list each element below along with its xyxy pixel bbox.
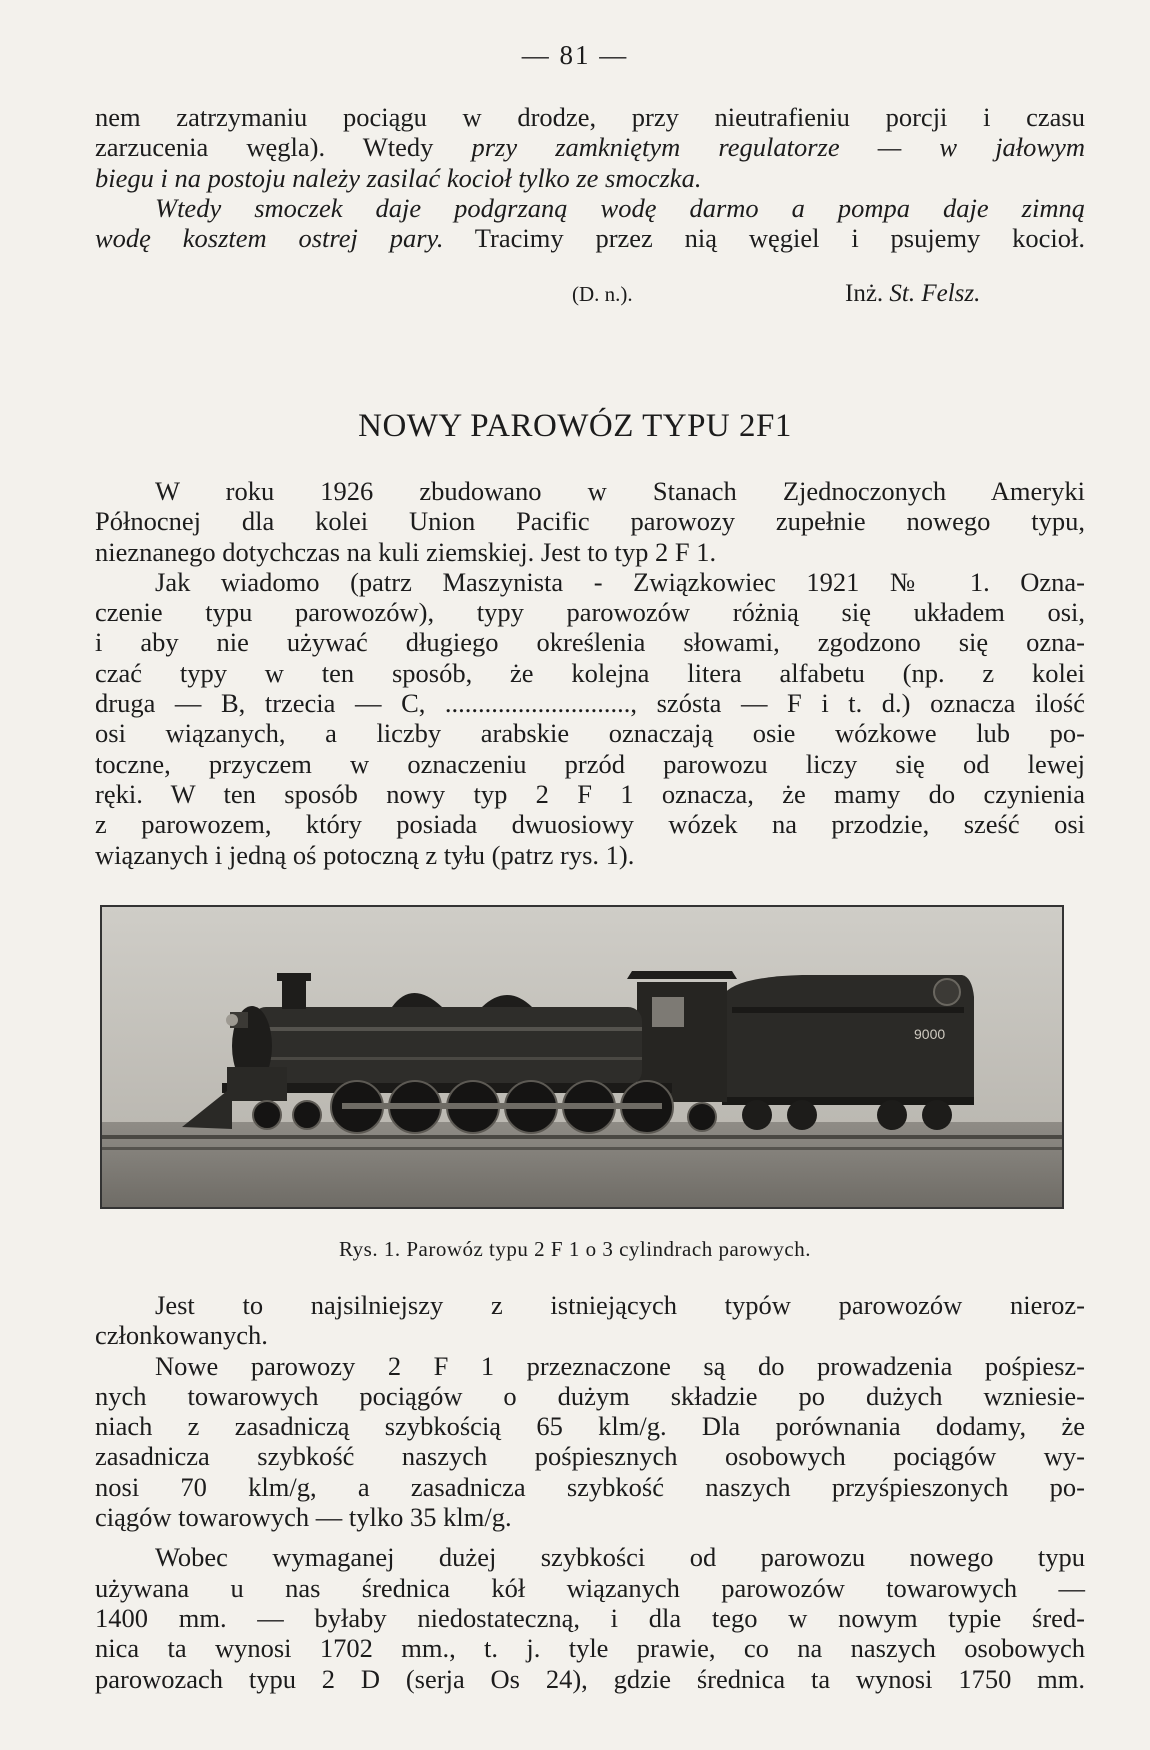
text-segment: biegu i na postoju należy zasilać kocioł tylko ze smoczka.	[95, 162, 702, 193]
text-line: ręki. W ten sposób nowy typ 2 F 1 oznacza, że mamy do czynienia	[95, 778, 1085, 809]
text-line: wiązanych i jedną oś potoczną z tyłu (patrz rys. 1).	[95, 839, 635, 870]
text-line: parowozach typu 2 D (serja Os 24), gdzie średnica ta wynosi 1750 mm.	[95, 1663, 1085, 1694]
text-line: z parowozem, który posiada dwuosiowy wózek na przodzie, sześć osi	[95, 809, 1085, 840]
text-line: toczne, przyczem w oznaczeniu przód parowozu liczy się od lewej	[95, 748, 1085, 779]
text-line: W roku 1926 zbudowano w Stanach Zjednoczonych Ameryki	[155, 476, 1085, 506]
text-line: czać typy w ten sposób, że kolejna litera alfabetu (np. z kolei	[95, 657, 1085, 688]
text-line: Wobec wymaganej dużej szybkości od parowozu nowego typu	[155, 1542, 1085, 1573]
text-line: Nowe parowozy 2 F 1 przeznaczone są do prowadzenia pośpiesz-	[155, 1350, 1085, 1381]
text-segment: wodę kosztem ostrej pary.	[95, 223, 444, 254]
author-prefix: Inż.	[845, 280, 890, 307]
article-body-bottom	[95, 1290, 1085, 1694]
text-segment: Tracimy przez nią węgiel i psujemy kocioł.	[443, 223, 1085, 254]
locomotive-photo	[100, 905, 1064, 1209]
continuation-text	[95, 102, 1085, 253]
text-line: używana u nas średnica kół wiązanych parowozów towarowych —	[95, 1572, 1085, 1603]
text-line: członkowanych.	[95, 1320, 268, 1351]
text-line: niach z zasadniczą szybkością 65 klm/g. Dla porównania dodamy, że	[95, 1411, 1085, 1442]
text-segment: zarzucenia węgla). Wtedy	[95, 132, 472, 163]
text-line	[95, 102, 1085, 132]
text-segment: przy zamkniętym regulatorze — w jałowym	[471, 132, 1085, 163]
author-name: St. Felsz.	[889, 280, 981, 307]
text-line: czenie typu parowozów), typy parowozów różnią się układem osi,	[95, 597, 1085, 628]
text-line: Jest to najsilniejszy z istniejących typów parowozów nieroz-	[155, 1290, 1085, 1320]
text-segment: nem zatrzymaniu pociągu w drodze, przy nieutrafieniu porcji i czasu	[95, 102, 1085, 132]
text-line: osi wiązanych, a liczby arabskie oznaczają osie wózkowe lub po-	[95, 718, 1085, 749]
article-heading: NOWY PAROWÓZ TYPU 2F1	[358, 408, 792, 444]
page-number: — 81 —	[521, 40, 629, 70]
article-body-top	[95, 476, 1085, 870]
text-line: nieznanego dotychczas na kuli ziemskiej. Jest to typ 2 F 1.	[95, 536, 717, 567]
text-line: i aby nie używać długiego określenia słowami, zgodzono się ozna-	[95, 627, 1085, 658]
text-line	[95, 193, 1085, 223]
figure-caption: Rys. 1. Parowóz typu 2 F 1 o 3 cylindrach parowych.	[338, 1237, 811, 1261]
text-line	[95, 132, 1085, 162]
text-line: Północnej dla kolei Union Pacific parowozy zupełnie nowego typu,	[95, 506, 1085, 537]
text-segment: Wtedy smoczek daje podgrzaną wodę darmo a pompa daje zimną	[155, 192, 1085, 223]
tender-number: 9000	[914, 1026, 946, 1042]
editor-note: (D. n.).	[572, 282, 633, 306]
text-line	[95, 163, 1085, 193]
text-line: Jak wiadomo (patrz Maszynista - Związkowiec 1921 № 1. Ozna-	[155, 566, 1085, 597]
text-line: ciągów towarowych — tylko 35 klm/g.	[95, 1502, 512, 1533]
author	[845, 280, 980, 308]
text-line	[95, 223, 1085, 253]
text-line: zasadnicza szybkość naszych pośpiesznych osobowych pociągów wy-	[95, 1441, 1085, 1472]
text-line: 1400 mm. — byłaby niedostateczną, i dla tego w nowym typie śred-	[95, 1602, 1085, 1633]
text-line: nosi 70 klm/g, a zasadnicza szybkość naszych przyśpieszonych po-	[95, 1471, 1085, 1502]
text-line: druga — B, trzecia — C, ............................, szósta — F i t. d.) oznacza ilość	[95, 688, 1085, 719]
text-line: nych towarowych pociągów o dużym składzie po dużych wzniesie-	[95, 1380, 1085, 1411]
text-line: nica ta wynosi 1702 mm., t. j. tyle prawie, co na naszych osobowych	[95, 1633, 1085, 1664]
